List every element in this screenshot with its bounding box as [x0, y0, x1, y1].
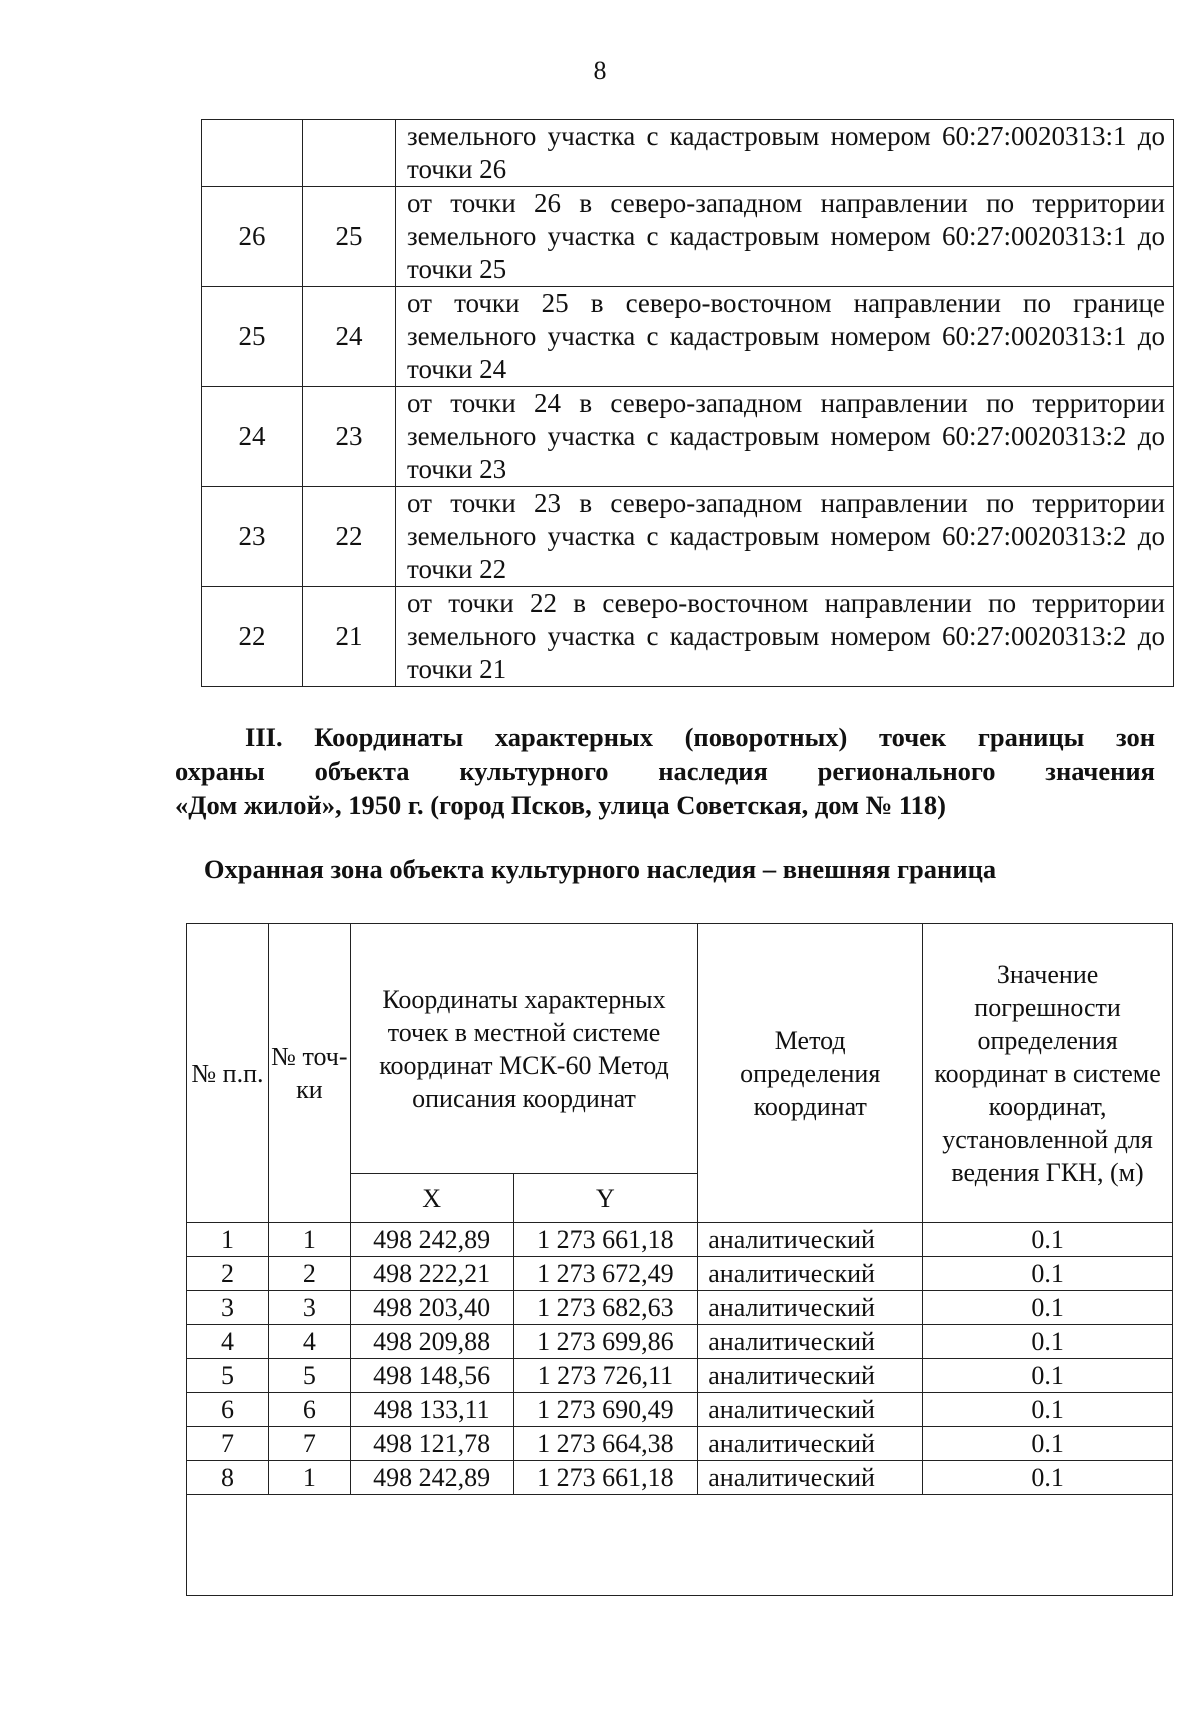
method-cell: аналитический: [698, 1359, 923, 1393]
coordinate-row: [187, 1393, 1173, 1427]
error-cell: 0.1: [923, 1427, 1173, 1461]
empty-row: [187, 1495, 1173, 1596]
coordinate-row: [187, 1427, 1173, 1461]
boundary-description-table: [201, 119, 1174, 687]
point-number-cell: 1: [268, 1223, 350, 1257]
boundary-row: [202, 387, 1174, 487]
boundary-description-cell: от точки 26 в северо-западном направлении по территории земельного участка с кадастровым номером 60:27:0020313:1 до точки 25: [396, 187, 1174, 287]
y-coordinate-cell: 1 273 690,49: [513, 1393, 698, 1427]
from-point-cell: 24: [202, 387, 303, 487]
y-coordinate-cell: 1 273 682,63: [513, 1291, 698, 1325]
boundary-description-cell: от точки 22 в северо-восточном направлении по территории земельного участка с кадастровым номером 60:27:0020313:2 до точки 21: [396, 587, 1174, 687]
error-cell: 0.1: [923, 1291, 1173, 1325]
method-cell: аналитический: [698, 1427, 923, 1461]
x-coordinate-cell: 498 222,21: [350, 1257, 513, 1291]
to-point-cell: 22: [303, 487, 396, 587]
y-coordinate-cell: 1 273 726,11: [513, 1359, 698, 1393]
method-cell: аналитический: [698, 1325, 923, 1359]
y-coordinate-cell: 1 273 672,49: [513, 1257, 698, 1291]
to-point-cell: 23: [303, 387, 396, 487]
header-y: Y: [513, 1174, 698, 1223]
header-coordinates: Координаты характерных точек в местной системе координат МСК-60 Метод описания координат: [350, 924, 697, 1174]
point-number-cell: 3: [268, 1291, 350, 1325]
to-point-cell: 24: [303, 287, 396, 387]
coordinate-row: [187, 1325, 1173, 1359]
error-cell: 0.1: [923, 1325, 1173, 1359]
point-number-cell: 4: [268, 1325, 350, 1359]
point-number-cell: 1: [268, 1461, 350, 1495]
row-number-cell: 2: [187, 1257, 269, 1291]
section-heading: [175, 720, 1155, 822]
method-cell: аналитический: [698, 1291, 923, 1325]
boundary-description-cell: от точки 23 в северо-западном направлении по территории земельного участка с кадастровым номером 60:27:0020313:2 до точки 22: [396, 487, 1174, 587]
y-coordinate-cell: 1 273 661,18: [513, 1223, 698, 1257]
boundary-row: [202, 287, 1174, 387]
from-point-cell: 22: [202, 587, 303, 687]
error-cell: 0.1: [923, 1393, 1173, 1427]
boundary-row: [202, 587, 1174, 687]
to-point-cell: [303, 120, 396, 187]
x-coordinate-cell: 498 121,78: [350, 1427, 513, 1461]
method-cell: аналитический: [698, 1393, 923, 1427]
point-number-cell: 7: [268, 1427, 350, 1461]
y-coordinate-cell: 1 273 664,38: [513, 1427, 698, 1461]
section-heading-line-2: охраны объекта культурного наследия регионального значения: [175, 756, 1155, 786]
row-number-cell: 8: [187, 1461, 269, 1495]
row-number-cell: 4: [187, 1325, 269, 1359]
header-x: X: [350, 1174, 513, 1223]
page-number: 8: [593, 56, 607, 85]
x-coordinate-cell: 498 148,56: [350, 1359, 513, 1393]
point-number-cell: 6: [268, 1393, 350, 1427]
from-point-cell: 25: [202, 287, 303, 387]
coordinates-table: [186, 923, 1173, 1596]
coordinate-row: [187, 1359, 1173, 1393]
row-number-cell: 3: [187, 1291, 269, 1325]
error-cell: 0.1: [923, 1223, 1173, 1257]
boundary-description-cell: от точки 25 в северо-восточном направлении по границе земельного участка с кадастровым номером 60:27:0020313:1 до точки 24: [396, 287, 1174, 387]
error-cell: 0.1: [923, 1359, 1173, 1393]
from-point-cell: 23: [202, 487, 303, 587]
header-error: Значение погрешности определения координат в системе координат, установленной для ведения ГКН, (м): [923, 924, 1173, 1223]
row-number-cell: 1: [187, 1223, 269, 1257]
header-point-number: № точ-ки: [268, 924, 350, 1223]
from-point-cell: 26: [202, 187, 303, 287]
y-coordinate-cell: 1 273 699,86: [513, 1325, 698, 1359]
boundary-description-cell: земельного участка с кадастровым номером 60:27:0020313:1 до точки 26: [396, 120, 1174, 187]
method-cell: аналитический: [698, 1461, 923, 1495]
boundary-row: [202, 120, 1174, 187]
x-coordinate-cell: 498 209,88: [350, 1325, 513, 1359]
coordinate-row: [187, 1461, 1173, 1495]
boundary-description-cell: от точки 24 в северо-западном направлении по территории земельного участка с кадастровым номером 60:27:0020313:2 до точки 23: [396, 387, 1174, 487]
section-heading-line-3: «Дом жилой», 1950 г. (город Псков, улица Советская, дом № 118): [175, 790, 947, 820]
error-cell: 0.1: [923, 1257, 1173, 1291]
header-method: Метод определения координат: [698, 924, 923, 1223]
y-coordinate-cell: 1 273 661,18: [513, 1461, 698, 1495]
header-row-number: № п.п.: [187, 924, 269, 1223]
zone-subheading: Охранная зона объекта культурного наследия – внешняя граница: [203, 854, 997, 884]
coordinate-row: [187, 1257, 1173, 1291]
x-coordinate-cell: 498 133,11: [350, 1393, 513, 1427]
to-point-cell: 21: [303, 587, 396, 687]
empty-cell: [187, 1495, 1173, 1596]
x-coordinate-cell: 498 242,89: [350, 1223, 513, 1257]
section-heading-line-1: III. Координаты характерных (поворотных) точек границы зон: [245, 722, 1155, 752]
point-number-cell: 2: [268, 1257, 350, 1291]
row-number-cell: 5: [187, 1359, 269, 1393]
row-number-cell: 7: [187, 1427, 269, 1461]
boundary-row: [202, 487, 1174, 587]
method-cell: аналитический: [698, 1223, 923, 1257]
row-number-cell: 6: [187, 1393, 269, 1427]
from-point-cell: [202, 120, 303, 187]
coordinate-row: [187, 1291, 1173, 1325]
to-point-cell: 25: [303, 187, 396, 287]
point-number-cell: 5: [268, 1359, 350, 1393]
boundary-row: [202, 187, 1174, 287]
x-coordinate-cell: 498 203,40: [350, 1291, 513, 1325]
method-cell: аналитический: [698, 1257, 923, 1291]
error-cell: 0.1: [923, 1461, 1173, 1495]
coordinate-row: [187, 1223, 1173, 1257]
x-coordinate-cell: 498 242,89: [350, 1461, 513, 1495]
